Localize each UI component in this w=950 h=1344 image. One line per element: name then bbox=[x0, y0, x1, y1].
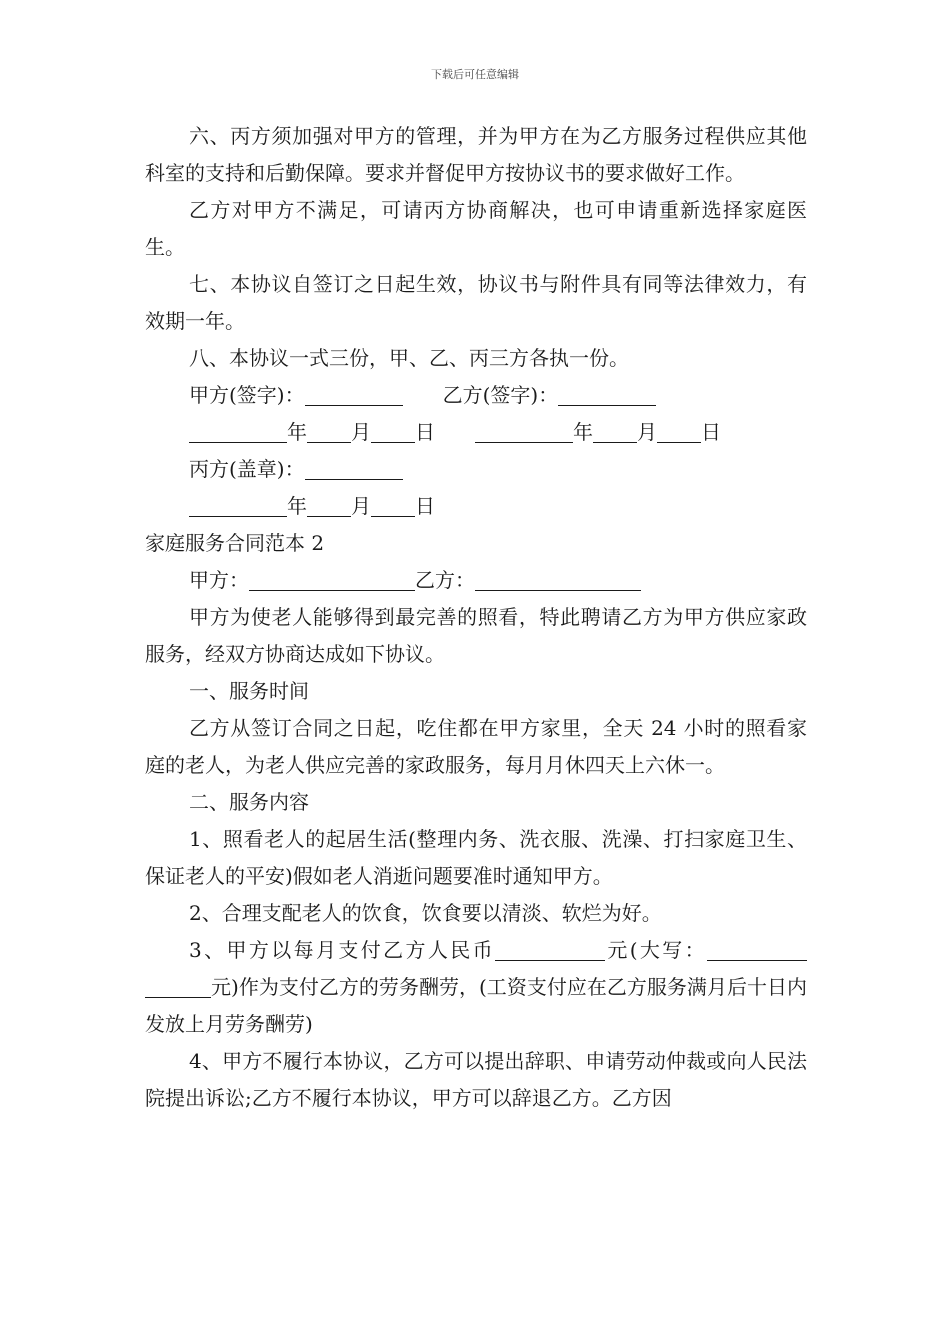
date-blank bbox=[371, 496, 415, 517]
date-blank bbox=[657, 422, 701, 443]
date-row-ab bbox=[145, 414, 807, 451]
service-item-1: 1、照看老人的起居生活(整理内务、洗衣服、洗澡、打扫家庭卫生、保证老人的平安)假如老人消逝问题要准时通知甲方。 bbox=[145, 827, 807, 888]
section-title: 家庭服务合同范本 2 bbox=[145, 531, 325, 555]
document-body bbox=[145, 118, 807, 1117]
amount-words-blank-2 bbox=[145, 977, 211, 998]
month-label: 月 bbox=[637, 420, 657, 444]
heading-service-time: 一、服务时间 bbox=[189, 679, 309, 703]
date-blank bbox=[307, 422, 351, 443]
dissatisfaction-paragraph: 乙方对甲方不满足，可请丙方协商解决，也可申请重新选择家庭医生。 bbox=[145, 198, 807, 259]
service-time-text: 乙方从签订合同之日起，吃住都在甲方家里，全天 24 小时的照看家庭的老人，为老人供应完善的家政服务，每月月休四天上六休一。 bbox=[145, 716, 807, 777]
service-item-3 bbox=[145, 932, 807, 1043]
year-label: 年 bbox=[573, 420, 593, 444]
party-a-label: 甲方： bbox=[189, 568, 249, 592]
day-label: 日 bbox=[415, 494, 435, 518]
year-label: 年 bbox=[287, 494, 307, 518]
month-label: 月 bbox=[351, 420, 371, 444]
date-blank bbox=[371, 422, 415, 443]
item3-text-1: 3、甲方以每月支付乙方人民币 bbox=[189, 938, 495, 962]
clause-7: 七、本协议自签订之日起生效，协议书与附件具有同等法律效力，有效期一年。 bbox=[145, 272, 807, 333]
party-b-label: 乙方： bbox=[415, 568, 475, 592]
clause-6: 六、丙方须加强对甲方的管理，并为甲方在为乙方服务过程供应其他科室的支持和后勤保障。要求并督促甲方按协议书的要求做好工作。 bbox=[145, 124, 807, 185]
parties-row bbox=[145, 562, 807, 599]
clause-8: 八、本协议一式三份，甲、乙、丙三方各执一份。 bbox=[189, 346, 629, 370]
date-blank bbox=[189, 422, 287, 443]
item3-text-2: 元(大写： bbox=[604, 938, 707, 962]
day-label: 日 bbox=[415, 420, 435, 444]
date-blank bbox=[189, 496, 287, 517]
party-c-seal-label: 丙方(盖章)： bbox=[189, 457, 305, 481]
intro-paragraph: 甲方为使老人能够得到最完善的照看，特此聘请乙方为甲方供应家政服务，经双方协商达成如下协议。 bbox=[145, 605, 807, 666]
signature-row-ab bbox=[145, 377, 807, 414]
signature-row-c bbox=[145, 451, 807, 488]
date-blank bbox=[307, 496, 351, 517]
page-header: 下载后可任意编辑 bbox=[431, 68, 519, 81]
party-a-sign-label: 甲方(签字)： bbox=[189, 383, 305, 407]
party-a-blank bbox=[249, 570, 415, 591]
date-row-c bbox=[145, 488, 807, 525]
year-label: 年 bbox=[287, 420, 307, 444]
item3-text-3: 元)作为支付乙方的劳务酬劳，(工资支付应在乙方服务满月后十日内发放上月劳务酬劳) bbox=[145, 975, 807, 1036]
party-b-sign-blank bbox=[558, 385, 656, 406]
amount-blank bbox=[495, 940, 605, 961]
amount-words-blank-1 bbox=[707, 940, 807, 961]
date-blank bbox=[475, 422, 573, 443]
party-a-sign-blank bbox=[305, 385, 403, 406]
heading-service-content: 二、服务内容 bbox=[189, 790, 309, 814]
month-label: 月 bbox=[351, 494, 371, 518]
service-item-4: 4、甲方不履行本协议，乙方可以提出辞职、申请劳动仲裁或向人民法院提出诉讼;乙方不履行本协议，甲方可以辞退乙方。乙方因 bbox=[145, 1049, 807, 1110]
party-c-seal-blank bbox=[305, 459, 403, 480]
date-blank bbox=[593, 422, 637, 443]
service-item-2: 2、合理支配老人的饮食，饮食要以清淡、软烂为好。 bbox=[189, 901, 662, 925]
party-b-blank bbox=[475, 570, 641, 591]
day-label: 日 bbox=[701, 420, 721, 444]
party-b-sign-label: 乙方(签字)： bbox=[442, 383, 559, 407]
